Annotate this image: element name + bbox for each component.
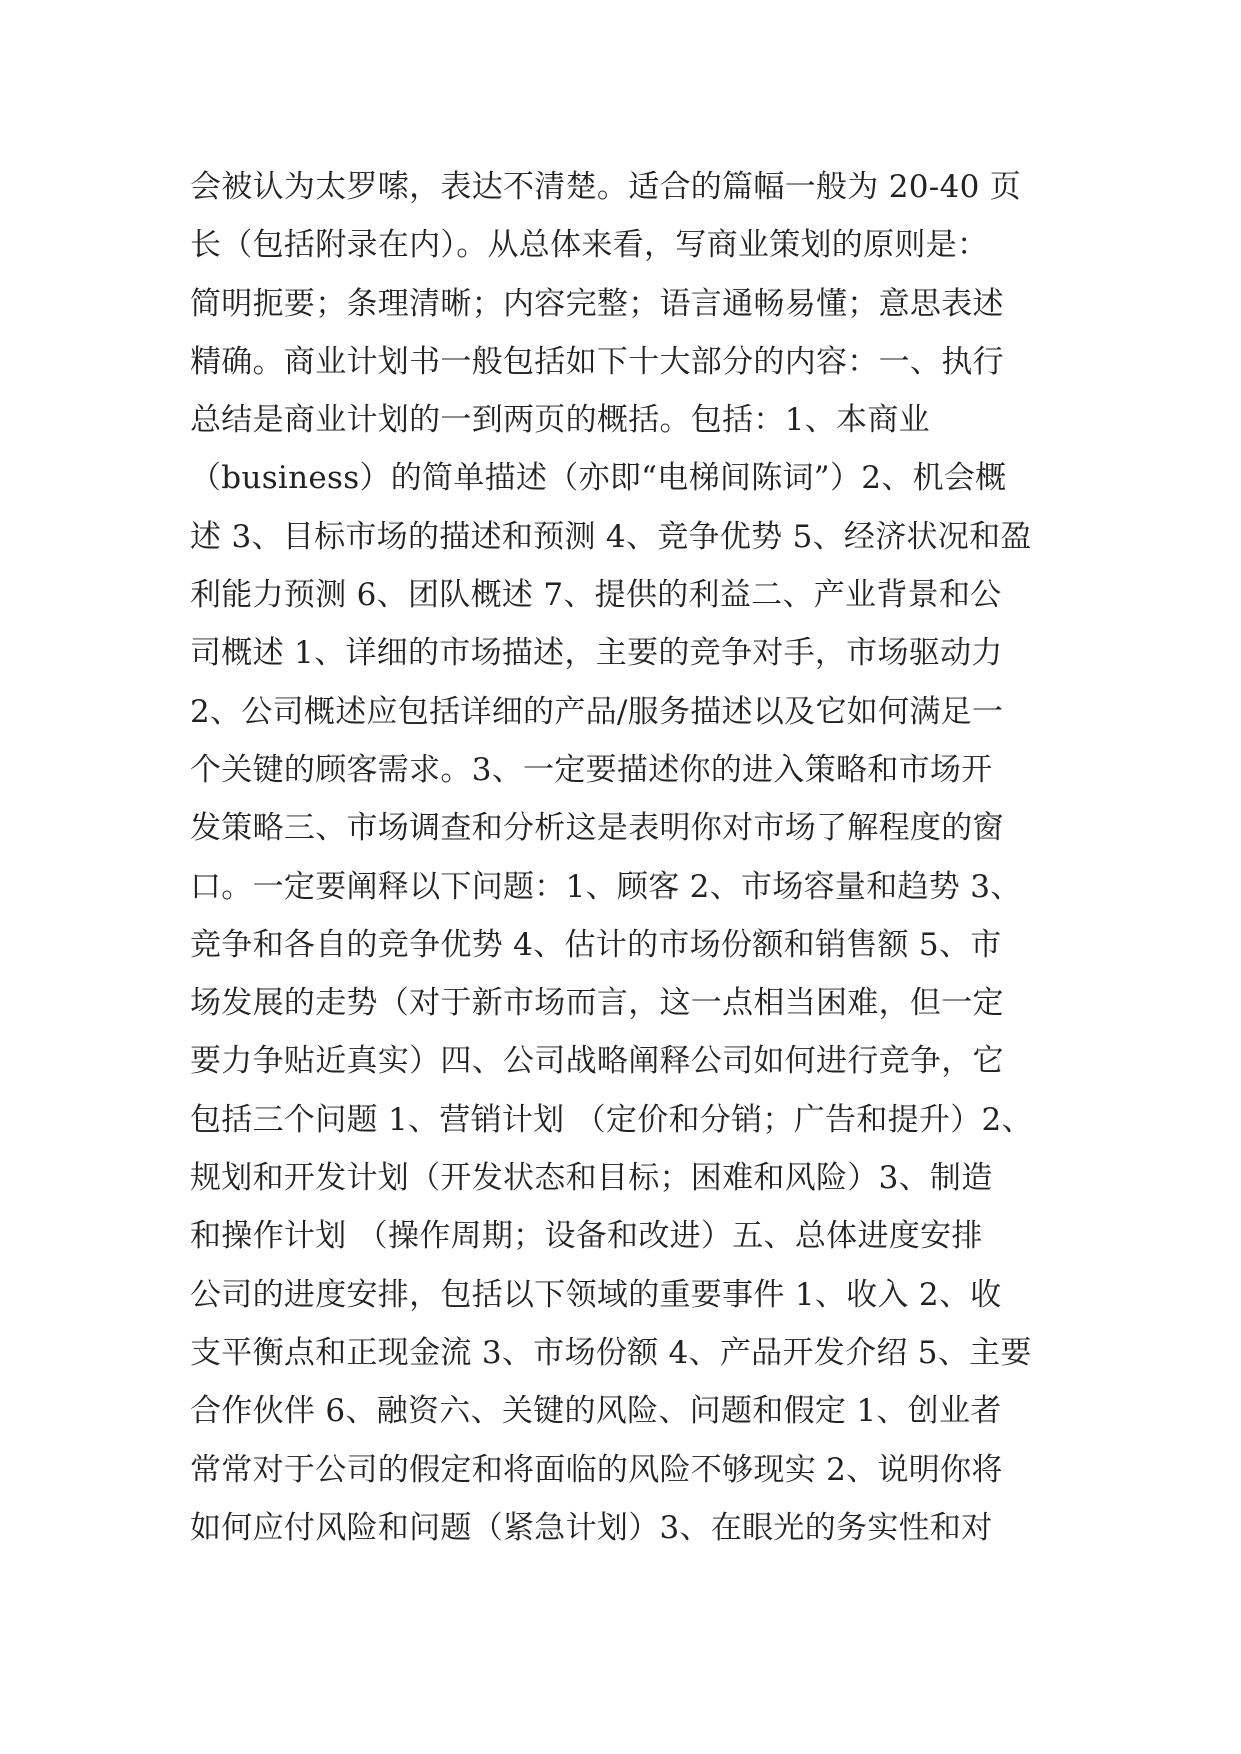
text-line: 要力争贴近真实）四、公司战略阐释公司如何进行竞争，它 bbox=[190, 1043, 1004, 1080]
text-line: 合作伙伴 6、融资六、关键的风险、问题和假定 1、创业者 bbox=[190, 1393, 1002, 1430]
text-line: 利能力预测 6、团队概述 7、提供的利益二、产业背景和公 bbox=[190, 577, 1002, 614]
text-line: （business）的简单描述（亦即“电梯间陈词”）2、机会概 bbox=[190, 460, 1007, 497]
text-line: 常常对于公司的假定和将面临的风险不够现实 2、说明你将 bbox=[190, 1451, 1003, 1488]
text-line: 长（包括附录在内）。从总体来看，写商业策划的原则是： bbox=[190, 227, 989, 264]
text-line: 个关键的顾客需求。3、一定要描述你的进入策略和市场开 bbox=[190, 751, 993, 788]
text-line: 规划和开发计划（开发状态和目标；困难和风险）3、制造 bbox=[190, 1160, 993, 1197]
text-line: 包括三个问题 1、营销计划 （定价和分销；广告和提升）2、 bbox=[190, 1101, 1033, 1138]
body-text bbox=[190, 158, 1070, 1557]
text-line: 和操作计划 （操作周期；设备和改进）五、总体进度安排 bbox=[190, 1218, 983, 1255]
text-line: 口。一定要阐释以下问题：1、顾客 2、市场容量和趋势 3、 bbox=[190, 868, 1022, 905]
text-line: 支平衡点和正现金流 3、市场份额 4、产品开发介绍 5、主要 bbox=[190, 1334, 1032, 1371]
text-line: 如何应付风险和问题（紧急计划）3、在眼光的务实性和对 bbox=[190, 1509, 993, 1546]
text-line: 总结是商业计划的一到两页的概括。包括：1、本商业 bbox=[190, 402, 930, 439]
text-line: 精确。商业计划书一般包括如下十大部分的内容：一、执行 bbox=[190, 343, 1004, 380]
text-line: 公司的进度安排，包括以下领域的重要事件 1、收入 2、收 bbox=[190, 1276, 1002, 1313]
text-line: 场发展的走势（对于新市场而言，这一点相当困难，但一定 bbox=[190, 985, 1004, 1022]
text-line: 会被认为太罗嗦，表达不清楚。适合的篇幅一般为 20-40 页 bbox=[190, 169, 1022, 205]
text-line: 简明扼要；条理清晰；内容完整；语言通畅易懂；意思表述 bbox=[190, 285, 1004, 322]
text-line: 发策略三、市场调查和分析这是表明你对市场了解程度的窗 bbox=[190, 810, 1004, 847]
text-line: 述 3、目标市场的描述和预测 4、竞争优势 5、经济状况和盈 bbox=[190, 518, 1032, 555]
text-line: 2、公司概述应包括详细的产品/服务描述以及它如何满足一 bbox=[190, 693, 1004, 730]
text-line: 司概述 1、详细的市场描述，主要的竞争对手，市场驱动力 bbox=[190, 635, 1003, 672]
text-line: 竞争和各自的竞争优势 4、估计的市场份额和销售额 5、市 bbox=[190, 926, 1002, 963]
